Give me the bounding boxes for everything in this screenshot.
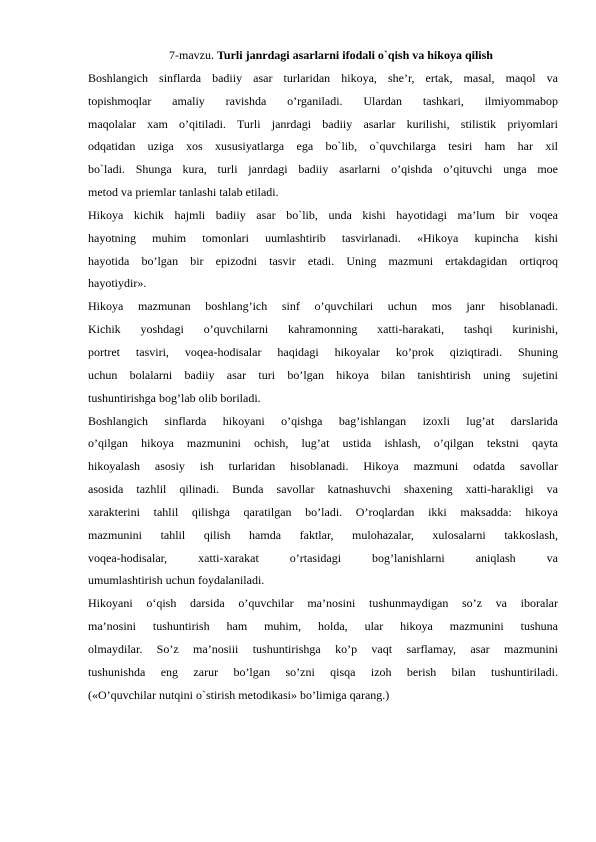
title-text: Turli janrdagi asarlarni ifodali o`qish va hikoya qilish	[217, 48, 493, 62]
text-line: asosida tazhlil qilinadi. Bunda savollar katnashuvchi shaxening xatti-harakligi va	[88, 482, 558, 497]
text-line: bo`ladi. Shunga kura, turli janrdagi badiiy asarlarni o’qishda o’qituvchi unga moe	[88, 162, 558, 177]
paragraph	[88, 410, 558, 593]
title-number: 7-mavzu.	[169, 48, 214, 62]
text-line: ma’nosini tushuntirish ham muhim, holda, ular hikoya mazmunini tushuna	[88, 619, 558, 634]
document-body	[88, 67, 558, 707]
text-line: mazmunini tahlil qilish hamda faktlar, mulohazalar, xulosalarni takkoslash,	[88, 527, 558, 542]
text-line: Kichik yoshdagi o’quvchilarni kahramonning xatti-harakati, tashqi kurinishi,	[88, 322, 558, 337]
text-line: maqolalar xam o’qitiladi. Turli janrdagi badiiy asarlar kurilishi, stilistik priyomlari	[88, 116, 558, 131]
paragraph	[88, 295, 558, 409]
text-line: o’qilgan hikoya mazmunini ochish, lug’at ustida ishlash, o’qilgan tekstni qayta	[88, 436, 558, 451]
text-line: hayotida bo’lgan bir epizodni tasvir etadi. Uning mazmuni ertakdagidan ortiqroq	[88, 253, 558, 268]
page-title	[88, 44, 558, 67]
text-line: Hikoya kichik hajmli badiiy asar bo`lib, unda kishi hayotidagi ma’lum bir voqea	[88, 207, 558, 222]
text-line: tushunishda eng zarur bo’lgan so’zni qisqa izoh berish bilan tushuntiriladi.	[88, 664, 558, 679]
text-line: hayotiydir».	[88, 276, 147, 291]
text-line: portret tasviri, voqea-hodisalar haqidagi hikoyalar ko’prok qiziqtiradi. Shuning	[88, 344, 558, 359]
text-line: odqatidan uziga xos xususiyatlarga ega bo`lib, o`quvchilarga tesiri ham har xil	[88, 139, 558, 154]
text-line: Hikoya mazmunan boshlang’ich sinf o’quvchilari uchun mos janr hisoblanadi.	[88, 299, 558, 314]
text-line: olmaydilar. So’z ma’nosiii tushuntirishga ko’p vaqt sarflamay, asar mazmunini	[88, 641, 558, 656]
paragraph	[88, 67, 558, 204]
text-line: umumlashtirish uchun foydalaniladi.	[88, 573, 265, 588]
text-line: uchun bolalarni badiiy asar turi bo’lgan hikoya bilan tanishtirish uning sujetini	[88, 367, 558, 382]
paragraph	[88, 592, 558, 706]
text-line: Boshlangich sinflarda badiiy asar turlaridan hikoya, she’r, ertak, masal, maqol va	[88, 70, 558, 85]
text-line: xarakterini tahlil qilishga qaratilgan bo’ladi. O’roqlardan ikki maksadda: hikoya	[88, 504, 558, 519]
text-line: topishmoqlar amaliy ravishda o’rganiladi. Ulardan tashkari, ilmiyommabop	[88, 93, 558, 108]
document-page	[88, 44, 558, 706]
text-line: voqea-hodisalar, xatti-xarakat o’rtasidagi bog’lanishlarni aniqlash va	[88, 550, 558, 565]
text-line: tushuntirishga bog’lab olib boriladi.	[88, 390, 261, 405]
paragraph	[88, 204, 558, 295]
text-line: hikoyalash asosiy ish turlaridan hisoblanadi. Hikoya mazmuni odatda savollar	[88, 459, 558, 474]
text-line: Hikoyani o‘qish darsida o’quvchilar ma’nosini tushunmaydigan so’z va iboralar	[88, 596, 558, 611]
text-line: hayotning muhim tomonlari uumlashtirib tasvirlanadi. «Hikoya kupincha kishi	[88, 230, 558, 245]
text-line: Boshlangich sinflarda hikoyani o’qishga bag’ishlangan izoxli lug’at darslarida	[88, 413, 558, 428]
text-line: («O’quvchilar nutqini o`stirish metodikasi» bo’limiga qarang.)	[88, 687, 390, 702]
text-line: metod va priemlar tanlashi talab etiladi.	[88, 185, 279, 200]
